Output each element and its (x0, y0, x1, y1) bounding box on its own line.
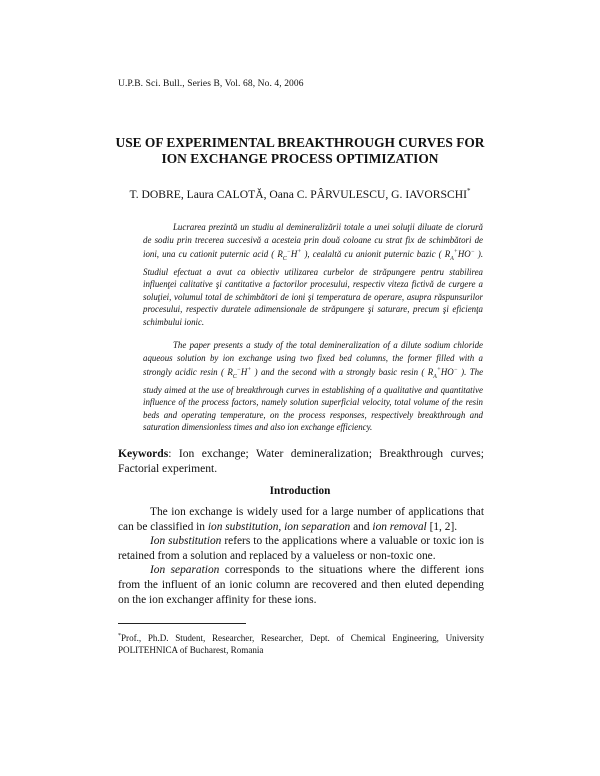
abstract-en-formula-anion: $R_A^+HO^-$ (427, 367, 458, 380)
keywords (118, 447, 484, 476)
footnote-mark: * (118, 633, 121, 639)
abstract-ro-part3: ). Studiul efectuat a avut ca obiectiv utilizarea curbelor de străpungere pentru stabilirea influenţei calitative şi cantitative a factorilor procesului, respectiv viteza fictivă de curgere a soluţiei, volumul total de schimbători de ioni şi temperatura de operare, asupra răspunsurilor procesului, respectiv duratele adimensionale de străpungere şi saturare, precum şi eficienţa schimbului ionic. (143, 249, 484, 327)
abstract-en-part1: The paper presents a study of the total demineralization of a dilute sodium chloride aqueous solution by ion exchange using two fixed bed columns, the former filled with a strongly acidic resin ( (143, 340, 483, 378)
authors-text: T. DOBRE, Laura CALOTĂ, Oana C. PÂRVULESCU, G. IAVORSCHI (129, 187, 467, 201)
keywords-text: : Ion exchange; Water demineralization; Breakthrough curves; Factorial experiment. (118, 447, 484, 475)
keywords-label: Keywords (118, 447, 169, 460)
footnote-text: Prof., Ph.D. Student, Researcher, Researcher, Dept. of Chemical Engineering, University POLITEHNICA of Bucharest, Romania (118, 633, 484, 656)
intro-paragraph-2: Ion substitution refers to the applications where a valuable or toxic ion is retained from a solution and replaced by a valueless or non-toxic one. (118, 535, 484, 562)
abstract-romanian (143, 221, 483, 329)
abstract-english (143, 339, 483, 434)
abstract-ro-part1: Lucrarea prezintă un studiu al demineralizării totale a unei soluţii diluate de clorură de sodiu prin trecerea succesivă a acesteia prin două coloane cu strat fix de schimbători de ioni, una cu cationit puternic acid ( (143, 222, 483, 260)
paper-title-line-1: USE OF EXPERIMENTAL BREAKTHROUGH CURVES FOR (115, 135, 485, 150)
abstract-en-part3: ). The study aimed at the use of breakthrough curves in establishing of a qualitative and quantitative influence of the process factors, namely solution superficial velocity, total volume of the resin beds and operating temperature, on the process responses, respectively breakthrough and saturation dimensionless times and also ion exchange efficiency. (143, 367, 484, 433)
intro-paragraph-3: Ion separation corresponds to the situations where the different ions from the influent of an ionic column are recovered and then eluted depending on the ion exchanger affinity for these ions. (118, 564, 484, 606)
footnote (118, 630, 484, 656)
author-footnote-mark: * (466, 187, 471, 195)
section-heading-introduction: Introduction (269, 485, 331, 497)
abstract-ro-part2: ), cealaltă cu anionit puternic bazic ( (304, 249, 442, 260)
intro-paragraph-1: The ion exchange is widely used for a large number of applications that can be classified in ion substitution, ion separation and ion removal [1, 2]. (118, 506, 484, 533)
author-list (0, 187, 600, 201)
introduction-body (118, 505, 484, 607)
paper-title-line-2: ION EXCHANGE PROCESS OPTIMIZATION (161, 151, 439, 166)
abstract-en-formula-cation: $R_C^-H^+$ (227, 367, 252, 380)
abstract-ro-formula-cation: $R_C^-H^+$ (277, 249, 302, 262)
abstract-ro-formula-anion: $R_A^+HO^-$ (444, 249, 475, 262)
journal-header: U.P.B. Sci. Bull., Series B, Vol. 68, No. 4, 2006 (118, 79, 304, 89)
footnote-separator (118, 623, 246, 624)
abstract-en-part2: ) and the second with a strongly basic resin ( (254, 367, 425, 378)
